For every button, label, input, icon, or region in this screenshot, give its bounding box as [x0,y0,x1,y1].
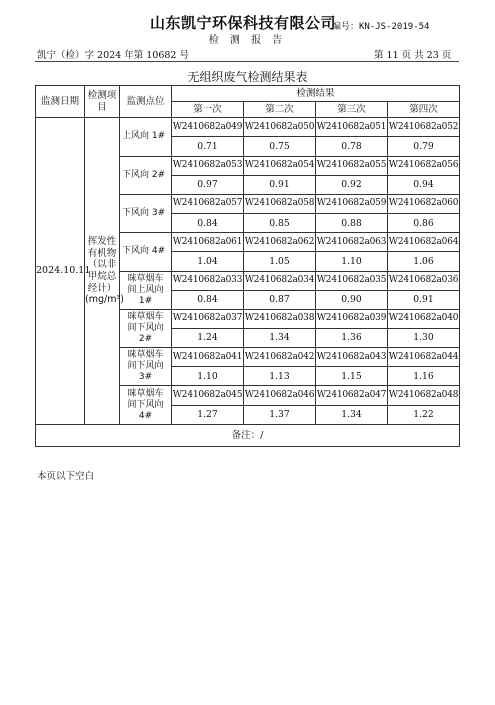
sample-id-cell: W2410682a045 [172,386,244,405]
sample-id-cell: W2410682a036 [388,271,460,290]
result-value-cell: 0.84 [172,214,244,233]
sample-id-cell: W2410682a063 [316,233,388,252]
monitoring-point-line: 下风向 4# [122,246,166,257]
table-title: 无组织废气检测结果表 [187,70,308,84]
monitoring-date: 2024.10.11 [36,118,85,425]
result-value-cell: 0.88 [316,214,388,233]
results-table [35,85,460,447]
sample-id-cell: W2410682a038 [244,309,316,328]
header-item: 检测项目 [85,86,120,118]
result-value-cell: 0.91 [388,290,460,309]
monitoring-point-line: 3# [138,372,153,383]
result-value-cell: 1.13 [244,367,316,386]
result-value-cell: 0.87 [244,290,316,309]
result-value-cell: 0.84 [172,290,244,309]
result-value-cell: 0.75 [244,137,316,156]
monitoring-point-line: 咪草烟车 [127,312,164,323]
sample-id-cell: W2410682a040 [388,309,460,328]
monitoring-point [120,348,172,386]
page-info: 第 11 页 共 23 页 [374,50,452,61]
result-value-cell: 1.10 [316,252,388,271]
result-value-cell: 0.92 [316,175,388,194]
result-value-cell: 1.10 [172,367,244,386]
result-value-cell: 0.90 [316,290,388,309]
sample-id-cell: W2410682a042 [244,348,316,367]
monitoring-point-line: 2# [138,333,153,344]
monitoring-point [120,309,172,347]
result-value-cell: 0.97 [172,175,244,194]
company-name: 山东凯宁环保科技有限公司 [150,14,337,32]
header-point: 监测点位 [120,86,172,118]
sample-id-cell: W2410682a061 [172,233,244,252]
result-value-cell: 0.86 [388,214,460,233]
sample-id-cell: W2410682a035 [316,271,388,290]
results-table-body [36,86,460,447]
monitoring-point-line: 1# [138,295,153,306]
sample-id-cell: W2410682a046 [244,386,316,405]
result-value-cell: 0.71 [172,137,244,156]
result-value-cell: 0.94 [388,175,460,194]
blank-below-note: 本页以下空白 [37,471,95,482]
detection-item-line: （以非 [87,259,117,271]
monitoring-point [120,271,172,309]
result-value-cell: 1.15 [316,367,388,386]
sample-id-cell: W2410682a060 [388,194,460,213]
sample-id-cell: W2410682a052 [388,118,460,137]
sample-id-cell: W2410682a039 [316,309,388,328]
result-value-cell: 0.79 [388,137,460,156]
sample-row [36,118,460,137]
header-row [36,86,460,102]
result-value-cell: 0.78 [316,137,388,156]
remarks-row [36,424,460,446]
sample-id-cell: W2410682a041 [172,348,244,367]
sample-id-cell: W2410682a043 [316,348,388,367]
remarks-cell: 备注：/ [36,424,460,446]
result-value-cell: 1.16 [388,367,460,386]
header-date: 监测日期 [36,86,85,118]
monitoring-point-line: 咪草烟车 [127,273,164,284]
monitoring-point [120,233,172,271]
detection-item-line: 挥发性 [87,236,117,248]
monitoring-point-line: 下风向 3# [122,208,166,219]
result-value-cell: 1.05 [244,252,316,271]
sample-id-cell: W2410682a056 [388,156,460,175]
monitoring-point-line: 下风向 2# [122,169,166,180]
result-value-cell: 1.24 [172,328,244,347]
result-value-cell: 0.91 [244,175,316,194]
monitoring-point-line: 4# [138,410,153,421]
header-round: 第一次 [172,102,244,118]
header-results: 检测结果 [172,86,460,102]
result-value-cell: 1.30 [388,328,460,347]
result-value-cell: 1.36 [316,328,388,347]
document-number: 编号：KN-JS-2019-54 [332,22,430,32]
monitoring-point [120,156,172,194]
monitoring-point-line: 间下风向 [127,399,164,410]
sample-id-cell: W2410682a044 [388,348,460,367]
result-value-cell: 1.04 [172,252,244,271]
monitoring-point [120,194,172,232]
sample-id-cell: W2410682a058 [244,194,316,213]
sample-id-cell: W2410682a054 [244,156,316,175]
monitoring-point-line: 咪草烟车 [127,350,164,361]
header-round: 第二次 [244,102,316,118]
monitoring-point-line: 上风向 1# [122,131,166,142]
monitoring-point-line: 间下风向 [127,322,164,333]
report-subtitle: 检 测 报 告 [208,35,287,46]
sample-id-cell: W2410682a055 [316,156,388,175]
monitoring-point-line: 间上风向 [127,284,164,295]
detection-item-line: 甲烷总 [87,271,117,282]
report-number: 凯宁（检）字 2024 年第 10682 号 [37,50,189,61]
sample-id-cell: W2410682a037 [172,309,244,328]
sample-id-cell: W2410682a051 [316,118,388,137]
sample-id-cell: W2410682a050 [244,118,316,137]
detection-item-line: 有机物 [87,247,117,259]
sample-id-cell: W2410682a059 [316,194,388,213]
monitoring-point-line: 间下风向 [127,361,164,372]
detection-item-line: 经计） [87,282,117,294]
detection-item-line: (mg/m³) [85,294,124,306]
result-value-cell: 1.27 [172,405,244,424]
result-value-cell: 1.34 [316,405,388,424]
sample-id-cell: W2410682a033 [172,271,244,290]
result-value-cell: 1.06 [388,252,460,271]
result-value-cell: 1.22 [388,405,460,424]
monitoring-point [120,386,172,424]
sample-id-cell: W2410682a064 [388,233,460,252]
sample-id-cell: W2410682a049 [172,118,244,137]
header-round: 第四次 [388,102,460,118]
sample-id-cell: W2410682a048 [388,386,460,405]
sample-id-cell: W2410682a047 [316,386,388,405]
header-rule [35,61,459,62]
result-value-cell: 0.85 [244,214,316,233]
monitoring-point [120,118,172,156]
result-value-cell: 1.34 [244,328,316,347]
sample-id-cell: W2410682a053 [172,156,244,175]
monitoring-point-line: 咪草烟车 [127,388,164,399]
header-round: 第三次 [316,102,388,118]
detection-item [85,118,124,425]
sample-id-cell: W2410682a034 [244,271,316,290]
result-value-cell: 1.37 [244,405,316,424]
sample-id-cell: W2410682a057 [172,194,244,213]
sample-id-cell: W2410682a062 [244,233,316,252]
